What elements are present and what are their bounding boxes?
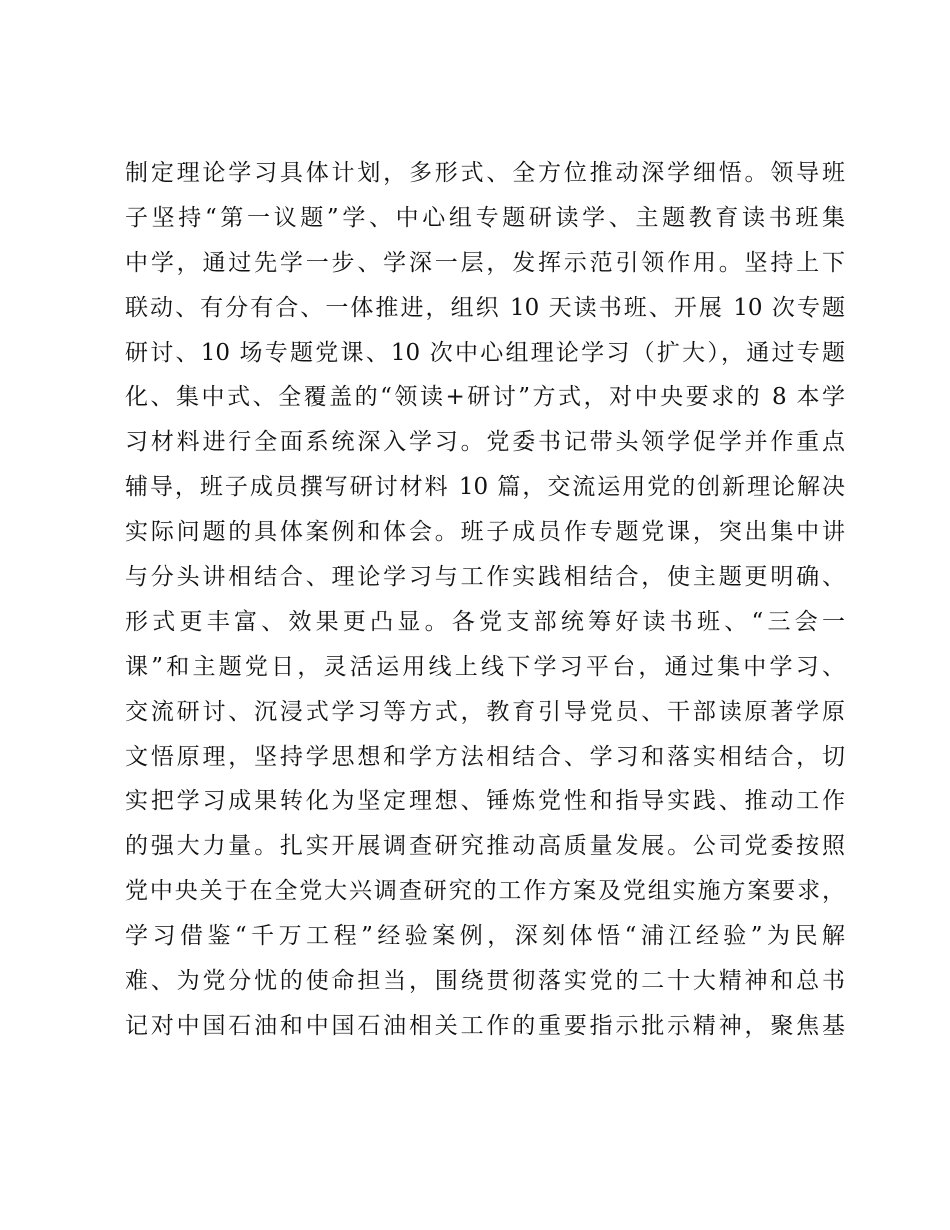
text-line: 形式更丰富、效果更凸显。各党支部统筹好读书班、“三会一 [125, 608, 845, 635]
text-line: 难、为党分忧的使命担当，围绕贯彻落实党的二十大精神和总书 [125, 968, 845, 995]
text-line: 课”和主题党日，灵活运用线上线下学习平台，通过集中学习、 [125, 653, 845, 680]
text-line: 习材料进行全面系统深入学习。党委书记带头领学促学并作重点 [125, 429, 845, 456]
text-line: 化、集中式、全覆盖的“领读+研讨”方式，对中央要求的 8 本学 [125, 384, 845, 411]
text-line: 与分头讲相结合、理论学习与工作实践相结合，使主题更明确、 [125, 564, 845, 591]
text-line: 的强大力量。扎实开展调查研究推动高质量发展。公司党委按照 [125, 833, 845, 860]
text-line: 实把学习成果转化为坚定理想、锤炼党性和指导实践、推动工作 [125, 788, 845, 815]
text-line: 制定理论学习具体计划，多形式、全方位推动深学细悟。领导班 [125, 160, 845, 186]
text-line: 辅导，班子成员撰写研讨材料 10 篇，交流运用党的创新理论解决 [125, 474, 845, 501]
text-line: 实际问题的具体案例和体会。班子成员作专题党课，突出集中讲 [125, 519, 845, 546]
text-line: 交流研讨、沉浸式学习等方式，教育引导党员、干部读原著学原 [125, 698, 845, 725]
text-line: 研讨、10 场专题党课、10 次中心组理论学习（扩大），通过专题 [125, 339, 845, 366]
text-line: 学习借鉴“千万工程”经验案例，深刻体悟“浦江经验”为民解 [125, 923, 845, 950]
text-line: 联动、有分有合、一体推进，组织 10 天读书班、开展 10 次专题 [125, 294, 845, 321]
text-line: 中学，通过先学一步、学深一层，发挥示范引领作用。坚持上下 [125, 249, 845, 276]
text-line: 文悟原理，坚持学思想和学方法相结合、学习和落实相结合，切 [125, 743, 845, 770]
text-line: 党中央关于在全党大兴调查研究的工作方案及党组实施方案要求， [125, 878, 845, 905]
text-line: 子坚持“第一议题”学、中心组专题研读学、主题教育读书班集 [125, 204, 845, 231]
text-line: 记对中国石油和中国石油相关工作的重要指示批示精神，聚焦基 [125, 1012, 845, 1039]
body-paragraph [125, 151, 845, 1049]
